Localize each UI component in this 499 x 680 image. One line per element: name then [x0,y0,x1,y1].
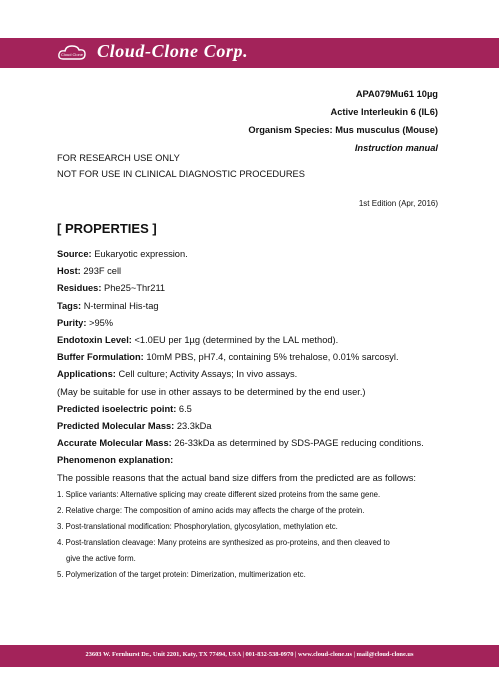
product-info [248,85,438,157]
section-title: [ PROPERTIES ] [57,221,157,236]
property-value: >95% [86,317,114,328]
property-label: Residues: [57,283,102,294]
property-label: Source: [57,249,92,259]
property-buffer [57,349,442,366]
notice-line-2: NOT FOR USE IN CLINICAL DIAGNOSTIC PROCEDURES [57,169,305,179]
reason-item: 1. Splice variants: Alternative splicing may create different sized proteins from the same gene. [57,489,381,499]
product-name: Active Interleukin 6 (IL6) [330,107,438,117]
property-label: Buffer Formulation: [57,352,144,363]
property-label: Predicted isoelectric point: [57,403,177,414]
logo-text: Cloud Clone [60,52,84,57]
property-value: 10mM PBS, pH7.4, containing 5% trehalose, 0.01% sarcosyl. [143,352,399,363]
product-code: APA079Mu61 10µg [355,89,438,99]
document-type: Instruction manual [354,143,438,153]
usage-notice [57,150,305,182]
cloud-logo-icon [57,44,87,62]
property-label: Tags: [57,300,82,311]
property-value: 23.3kDa [174,421,212,432]
reason-item: 5. Polymerization of the target protein: Dimerization, multimerization etc. [57,569,306,579]
property-endotoxin [57,332,442,349]
property-host [57,263,442,280]
property-value: Eukaryotic expression. [91,249,188,259]
property-applications [57,366,442,383]
phenomenon-heading [57,452,442,469]
property-label: Purity: [57,317,87,328]
property-value: N-terminal His-tag [81,300,159,311]
property-value: <1.0EU per 1µg (determined by the LAL method). [131,335,339,346]
property-label: Host: [57,266,81,277]
property-label: Predicted Molecular Mass: [57,421,175,432]
property-value: Phe25~Thr211 [101,283,166,294]
property-label: Applications: [57,369,116,380]
phenomenon-intro: The possible reasons that the actual band size differs from the predicted are as follows: [57,472,416,483]
property-residues [57,280,442,297]
reason-item: 3. Post-translational modification: Phosphorylation, glycosylation, methylation etc. [57,521,338,531]
property-value: 293F cell [80,266,122,277]
reason-item: 2. Relative charge: The composition of amino acids may affects the charge of the protein. [57,505,365,515]
brand-name: Cloud-Clone Corp. [97,41,249,61]
property-value: 6.5 [176,403,192,414]
reason-item: 4. Post-translation cleavage: Many proteins are synthesized as pro-proteins, and then cleaved to [57,537,390,547]
notice-line-1: FOR RESEARCH USE ONLY [57,153,180,163]
reason-item-continuation: give the active form. [66,553,136,563]
property-label: Phenomenon explanation: [57,455,174,466]
property-isoelectric-point [57,401,442,418]
applications-note: (May be suitable for use in other assays to be determined by the end user.) [57,386,366,397]
property-value: Cell culture; Activity Assays; In vivo assays. [115,369,298,380]
property-tags [57,298,442,315]
property-accurate-mass [57,435,442,452]
property-source [57,246,442,263]
footer-contact: 23603 W. Fernhurst Dr., Unit 2201, Katy, TX 77494, USA | 001-832-538-0970 | www.cloud-clone.us | mail@cloud-clone.us [85,651,414,658]
properties-list [57,246,442,583]
property-predicted-mass [57,418,442,435]
edition-label: 1st Edition (Apr, 2016) [358,199,438,208]
organism-species: Organism Species: Mus musculus (Mouse) [248,125,438,135]
property-label: Endotoxin Level: [57,335,132,346]
property-label: Accurate Molecular Mass: [57,438,172,449]
property-value: 26-33kDa as determined by SDS-PAGE reducing conditions. [171,438,424,449]
property-purity [57,315,442,332]
